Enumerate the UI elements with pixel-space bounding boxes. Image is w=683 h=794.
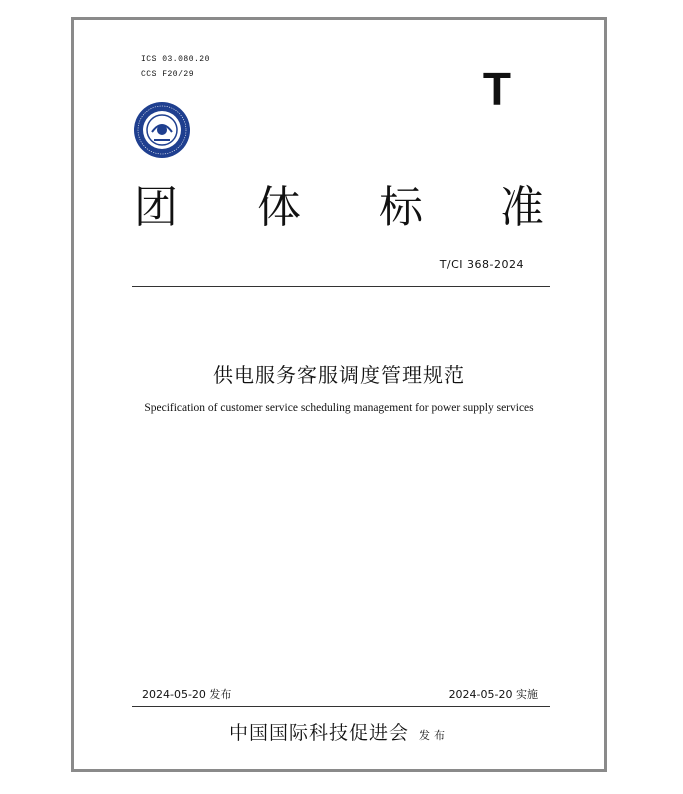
standard-cover-page bbox=[71, 17, 607, 772]
document-number: T/CI 368-2024 bbox=[439, 258, 524, 271]
issuer-name: 中国国际科技促进会 bbox=[228, 722, 409, 744]
main-title-char: 标 bbox=[379, 182, 423, 233]
publish-date: 2024-05-20 发布 bbox=[142, 688, 232, 701]
classification-codes bbox=[141, 52, 210, 82]
footer-divider bbox=[132, 706, 550, 707]
header-divider bbox=[132, 286, 550, 287]
chinese-title: 供电服务客服调度管理规范 bbox=[213, 363, 465, 387]
main-title-char: 体 bbox=[257, 182, 301, 233]
implement-date: 2024-05-20 实施 bbox=[448, 688, 538, 701]
issuer-line bbox=[74, 718, 604, 745]
issuer-action: 发布 bbox=[419, 729, 449, 742]
ics-code: ICS 03.080.20 bbox=[141, 55, 210, 64]
association-seal-icon bbox=[132, 100, 192, 160]
ccs-code: CCS F20/29 bbox=[141, 70, 195, 79]
standard-type-letter: T bbox=[482, 63, 511, 115]
main-title-char: 准 bbox=[500, 182, 544, 233]
english-title: Specification of customer service scheduling management for power supply services bbox=[144, 402, 534, 414]
main-title-char: 团 bbox=[134, 182, 178, 233]
